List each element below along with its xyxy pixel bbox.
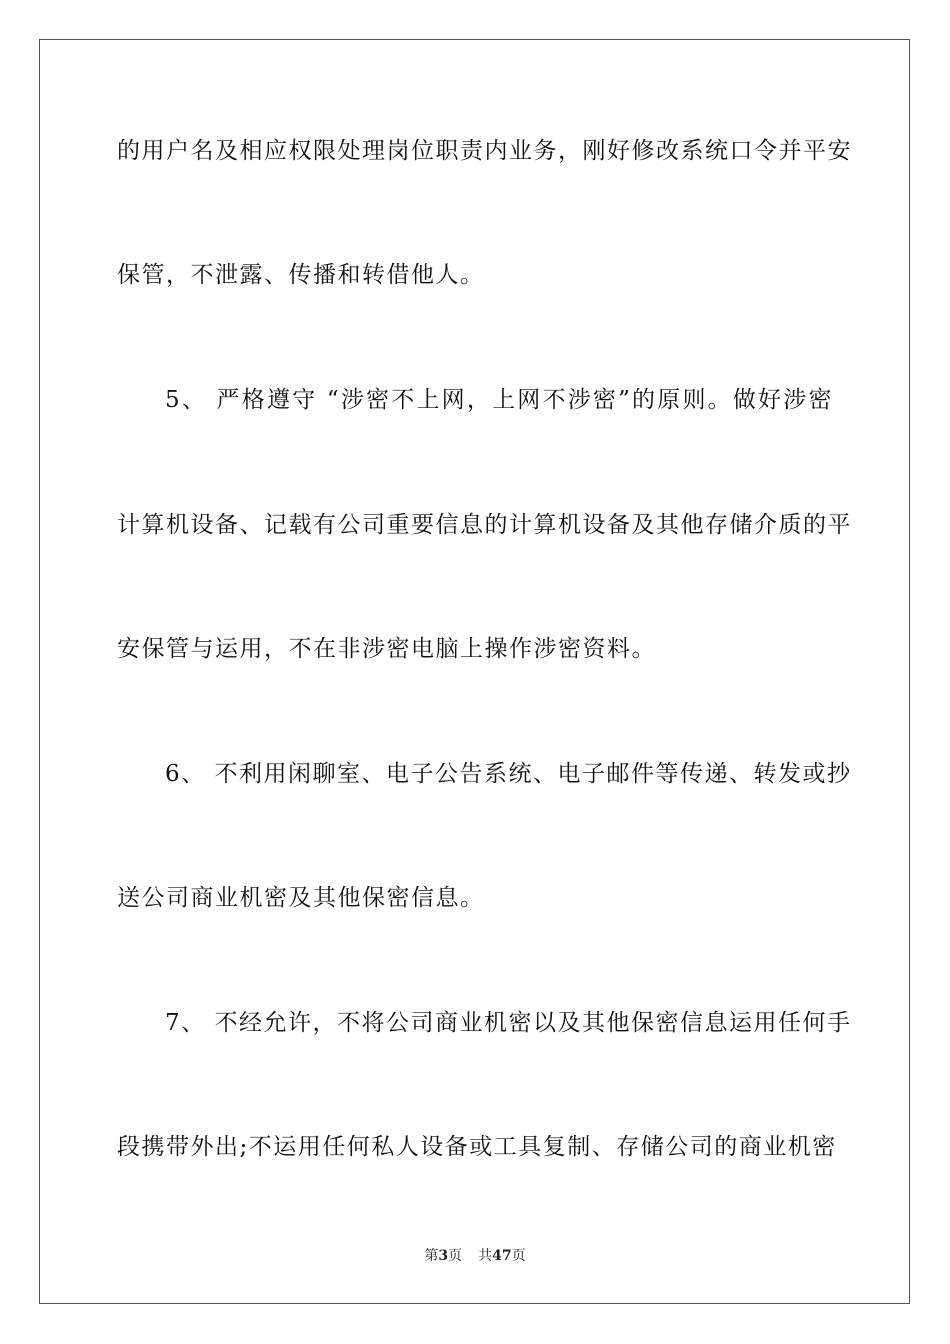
numbered-item-7: 7、 不经允许，不将公司商业机密以及其他保密信息运用任何手 [165, 1010, 852, 1036]
total-pages: 47 [492, 1248, 512, 1264]
paragraph-line: 安保管与运用，不在非涉密电脑上操作涉密资料。 [117, 636, 656, 662]
paragraph-line: 计算机设备、记载有公司重要信息的计算机设备及其他存储介质的平 [117, 512, 852, 538]
numbered-item-6: 6、 不利用闲聊室、电子公告系统、电子邮件等传递、转发或抄 [165, 761, 852, 787]
total-prefix: 共 [478, 1248, 493, 1264]
paragraph-line: 段携带外出;不运用任何私人设备或工具复制、存储公司的商业机密 [117, 1134, 837, 1160]
paragraph-line: 保管，不泄露、传播和转借他人。 [117, 262, 485, 288]
page-number: 3 [438, 1248, 449, 1264]
page-border [39, 39, 910, 1304]
total-suffix: 页 [511, 1248, 526, 1264]
page-footer [0, 1247, 950, 1265]
paragraph-line: 的用户名及相应权限处理岗位职责内业务，刚好修改系统口令并平安 [117, 138, 852, 164]
paragraph-line: 送公司商业机密及其他保密信息。 [117, 885, 485, 911]
page-suffix: 页 [448, 1248, 463, 1264]
numbered-item-5: 5、 严格遵守 “涉密不上网，上网不涉密”的原则。做好涉密 [165, 387, 833, 413]
page-prefix: 第 [424, 1248, 439, 1264]
